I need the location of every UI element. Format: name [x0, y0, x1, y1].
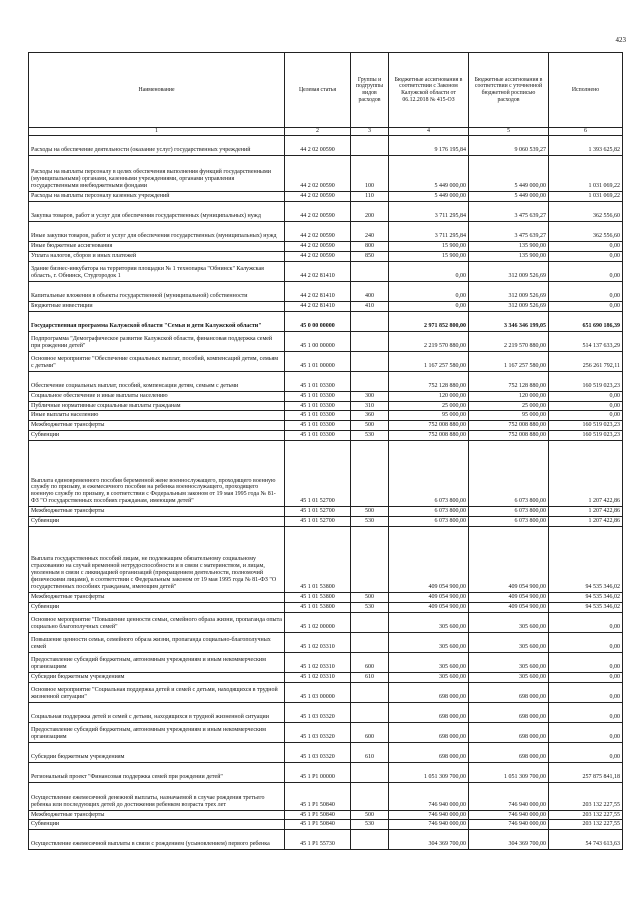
row-expense-group: 410 [351, 301, 389, 311]
row-name: Основное мероприятие "Обеспечение социальных выплат, пособий, компенсаций детям, семьям с детьми" [29, 351, 285, 371]
row-law-allocation: 698 000,00 [389, 702, 469, 722]
row-target-code: 45 1 02 03310 [285, 632, 351, 652]
row-target-code: 45 1 00 00000 [285, 331, 351, 351]
row-name: Государственная программа Калужской области "Семья и дети Калужской области" [29, 311, 285, 331]
row-law-allocation: 0,00 [389, 301, 469, 311]
table-row [29, 526, 623, 592]
row-law-allocation: 3 711 295,84 [389, 222, 469, 242]
row-refined-allocation: 752 128 880,00 [469, 371, 549, 391]
table-row [29, 507, 623, 517]
row-name: Закупка товаров, работ и услуг для обеспечения государственных (муниципальных) нужд [29, 202, 285, 222]
row-refined-allocation: 305 600,00 [469, 652, 549, 672]
row-executed: 0,00 [549, 632, 623, 652]
table-row [29, 156, 623, 192]
row-executed: 1 393 625,82 [549, 136, 623, 156]
row-expense-group [351, 331, 389, 351]
row-law-allocation: 305 600,00 [389, 672, 469, 682]
row-name: Подпрограмма "Демографическое развитие Калужской области, финансовая поддержка семей при рождении детей" [29, 331, 285, 351]
row-expense-group: 530 [351, 602, 389, 612]
row-law-allocation: 1 167 257 580,00 [389, 351, 469, 371]
row-law-allocation: 15 900,00 [389, 242, 469, 252]
row-name: Выплата единовременного пособия беременной жене военнослужащего, проходящего военную службу по призыву, и ежемесячного пособия на ребенка военнослужащего, проходящего военную службу по призыву, в соответствии с Федеральным законом от 19 мая 1995 года № 81-ФЗ "О государственных пособиях гражданам, имеющим детей" [29, 441, 285, 507]
row-executed: 94 535 346,02 [549, 526, 623, 592]
row-law-allocation: 5 449 000,00 [389, 192, 469, 202]
row-law-allocation: 305 600,00 [389, 612, 469, 632]
header-name: Наименование [29, 53, 285, 128]
header-executed: Исполнено [549, 53, 623, 128]
row-name: Иные бюджетные ассигнования [29, 242, 285, 252]
row-law-allocation: 6 073 800,00 [389, 507, 469, 517]
row-name: Субвенции [29, 602, 285, 612]
row-target-code: 45 1 01 53800 [285, 602, 351, 612]
table-body [29, 136, 623, 850]
row-executed: 0,00 [549, 702, 623, 722]
row-executed: 0,00 [549, 391, 623, 401]
row-refined-allocation: 752 008 880,00 [469, 421, 549, 431]
row-refined-allocation: 409 054 900,00 [469, 526, 549, 592]
row-target-code: 45 1 03 03320 [285, 702, 351, 722]
row-refined-allocation: 135 900,00 [469, 251, 549, 261]
row-name: Основное мероприятие "Повышение ценности семьи, семейного образа жизни, пропаганда опыта социально благополучных семей" [29, 612, 285, 632]
row-refined-allocation: 746 940 000,00 [469, 782, 549, 810]
row-target-code: 45 1 01 03300 [285, 401, 351, 411]
row-target-code: 45 1 01 03300 [285, 391, 351, 401]
row-expense-group: 100 [351, 156, 389, 192]
row-law-allocation: 9 176 195,84 [389, 136, 469, 156]
row-target-code: 45 1 01 53800 [285, 526, 351, 592]
table-row [29, 136, 623, 156]
row-expense-group: 110 [351, 192, 389, 202]
row-expense-group: 360 [351, 411, 389, 421]
table-row [29, 672, 623, 682]
row-name: Межбюджетные трансферты [29, 592, 285, 602]
row-target-code: 44 2 02 00590 [285, 156, 351, 192]
row-name: Капитальные вложения в объекты государственной (муниципальной) собственности [29, 281, 285, 301]
row-expense-group [351, 371, 389, 391]
row-expense-group: 530 [351, 431, 389, 441]
row-law-allocation: 752 128 880,00 [389, 371, 469, 391]
row-refined-allocation: 752 008 880,00 [469, 431, 549, 441]
row-executed: 0,00 [549, 672, 623, 682]
row-refined-allocation: 5 449 000,00 [469, 156, 549, 192]
row-expense-group: 610 [351, 742, 389, 762]
row-executed: 256 261 792,11 [549, 351, 623, 371]
row-executed: 0,00 [549, 682, 623, 702]
row-name: Осуществление ежемесячной выплаты в связи с рождением (усыновлением) первого ребенка [29, 830, 285, 850]
row-target-code: 44 2 02 81410 [285, 261, 351, 281]
table-row [29, 202, 623, 222]
row-refined-allocation: 409 054 900,00 [469, 602, 549, 612]
row-executed: 1 031 069,22 [549, 156, 623, 192]
row-refined-allocation: 1 051 309 700,00 [469, 762, 549, 782]
row-law-allocation: 698 000,00 [389, 682, 469, 702]
header-law-allocations: Бюджетные ассигнования в соответствии с Законом Калужской области от 06.12.2018 № 415-ОЗ [389, 53, 469, 128]
row-executed: 514 137 633,29 [549, 331, 623, 351]
row-refined-allocation: 95 000,00 [469, 411, 549, 421]
row-executed: 94 535 346,02 [549, 592, 623, 602]
row-refined-allocation: 698 000,00 [469, 742, 549, 762]
row-expense-group: 530 [351, 517, 389, 527]
row-executed: 651 690 186,39 [549, 311, 623, 331]
row-expense-group [351, 702, 389, 722]
column-number-row [29, 128, 623, 136]
row-target-code: 45 1 03 03320 [285, 722, 351, 742]
row-target-code: 44 2 02 00590 [285, 202, 351, 222]
row-refined-allocation: 305 600,00 [469, 632, 549, 652]
row-refined-allocation: 312 009 526,69 [469, 261, 549, 281]
row-executed: 0,00 [549, 401, 623, 411]
row-name: Иные закупки товаров, работ и услуг для обеспечения государственных (муниципальных) нужд [29, 222, 285, 242]
row-executed: 0,00 [549, 612, 623, 632]
row-name: Иные выплаты населению [29, 411, 285, 421]
row-name: Субвенции [29, 820, 285, 830]
row-refined-allocation: 2 219 570 880,00 [469, 331, 549, 351]
table-row [29, 782, 623, 810]
table-row [29, 592, 623, 602]
table-row [29, 431, 623, 441]
row-expense-group: 600 [351, 722, 389, 742]
row-law-allocation: 746 940 000,00 [389, 820, 469, 830]
column-number: 3 [351, 128, 389, 136]
row-expense-group [351, 682, 389, 702]
row-expense-group [351, 830, 389, 850]
row-expense-group [351, 526, 389, 592]
row-name: Обеспечение социальных выплат, пособий, компенсации детям, семьям с детьми [29, 371, 285, 391]
table-row [29, 820, 623, 830]
row-refined-allocation: 6 073 800,00 [469, 507, 549, 517]
row-executed: 203 132 227,55 [549, 810, 623, 820]
budget-table [28, 52, 623, 850]
row-refined-allocation: 6 073 800,00 [469, 517, 549, 527]
row-name: Социальное обеспечение и иные выплаты населению [29, 391, 285, 401]
row-expense-group [351, 612, 389, 632]
row-law-allocation: 305 600,00 [389, 652, 469, 672]
row-expense-group: 800 [351, 242, 389, 252]
table-row [29, 411, 623, 421]
column-number: 1 [29, 128, 285, 136]
row-refined-allocation: 698 000,00 [469, 682, 549, 702]
table-row [29, 351, 623, 371]
row-target-code: 45 1 01 52700 [285, 441, 351, 507]
row-refined-allocation: 305 600,00 [469, 672, 549, 682]
row-executed: 0,00 [549, 722, 623, 742]
row-target-code: 45 1 P1 50840 [285, 810, 351, 820]
row-executed: 1 031 069,22 [549, 192, 623, 202]
row-target-code: 45 1 01 03300 [285, 411, 351, 421]
row-target-code: 45 1 P1 50840 [285, 820, 351, 830]
row-name: Предоставление субсидий бюджетным, автономным учреждениям и иным некоммерческим организациям [29, 722, 285, 742]
table-row [29, 830, 623, 850]
row-law-allocation: 746 940 000,00 [389, 782, 469, 810]
row-target-code: 45 1 01 03300 [285, 371, 351, 391]
row-name: Региональный проект "Финансовая поддержка семей при рождении детей" [29, 762, 285, 782]
row-name: Предоставление субсидий бюджетным, автономным учреждениям и иным некоммерческим организациям [29, 652, 285, 672]
column-number: 2 [285, 128, 351, 136]
row-executed: 0,00 [549, 251, 623, 261]
row-executed: 0,00 [549, 742, 623, 762]
table-row [29, 612, 623, 632]
row-law-allocation: 95 000,00 [389, 411, 469, 421]
row-name: Субсидии бюджетным учреждениям [29, 742, 285, 762]
row-executed: 0,00 [549, 281, 623, 301]
row-refined-allocation: 746 940 000,00 [469, 810, 549, 820]
row-refined-allocation: 3 475 639,27 [469, 202, 549, 222]
row-executed: 0,00 [549, 261, 623, 281]
row-name: Межбюджетные трансферты [29, 507, 285, 517]
row-expense-group [351, 351, 389, 371]
table-row [29, 401, 623, 411]
row-target-code: 44 2 02 00590 [285, 192, 351, 202]
row-executed: 94 535 346,02 [549, 602, 623, 612]
row-target-code: 44 2 02 00590 [285, 251, 351, 261]
row-law-allocation: 305 600,00 [389, 632, 469, 652]
table-row [29, 517, 623, 527]
row-expense-group: 850 [351, 251, 389, 261]
row-target-code: 44 2 02 81410 [285, 281, 351, 301]
row-target-code: 45 1 P1 55730 [285, 830, 351, 850]
row-target-code: 45 1 02 03310 [285, 672, 351, 682]
row-expense-group: 500 [351, 810, 389, 820]
row-refined-allocation: 120 000,00 [469, 391, 549, 401]
row-target-code: 45 1 02 03310 [285, 652, 351, 672]
row-law-allocation: 0,00 [389, 261, 469, 281]
row-refined-allocation: 305 600,00 [469, 612, 549, 632]
row-law-allocation: 6 073 800,00 [389, 441, 469, 507]
table-row [29, 391, 623, 401]
row-executed: 257 875 841,18 [549, 762, 623, 782]
row-law-allocation: 6 073 800,00 [389, 517, 469, 527]
row-expense-group [351, 261, 389, 281]
row-law-allocation: 752 008 880,00 [389, 431, 469, 441]
row-expense-group: 500 [351, 421, 389, 431]
row-executed: 362 556,60 [549, 222, 623, 242]
column-number: 5 [469, 128, 549, 136]
row-target-code: 45 1 01 52700 [285, 517, 351, 527]
row-expense-group: 400 [351, 281, 389, 301]
row-name: Основное мероприятие "Социальная поддержка детей и семей с детьми, находящихся в трудной жизненной ситуации" [29, 682, 285, 702]
table-row [29, 742, 623, 762]
row-target-code: 44 2 02 00590 [285, 242, 351, 252]
row-refined-allocation: 746 940 000,00 [469, 820, 549, 830]
row-target-code: 45 1 01 52700 [285, 507, 351, 517]
row-expense-group [351, 632, 389, 652]
table-row [29, 371, 623, 391]
row-refined-allocation: 304 369 700,00 [469, 830, 549, 850]
table-row [29, 702, 623, 722]
row-law-allocation: 1 051 309 700,00 [389, 762, 469, 782]
row-executed: 203 132 227,55 [549, 782, 623, 810]
row-refined-allocation: 698 000,00 [469, 722, 549, 742]
page-number: 423 [615, 36, 626, 44]
row-name: Публичные нормативные социальные выплаты гражданам [29, 401, 285, 411]
table-row [29, 242, 623, 252]
row-name: Субвенции [29, 517, 285, 527]
row-executed: 1 207 422,86 [549, 441, 623, 507]
header-group: Группы и подгруппы видов расходов [351, 53, 389, 128]
row-expense-group: 530 [351, 820, 389, 830]
header-row [29, 53, 623, 128]
table-row [29, 281, 623, 301]
row-law-allocation: 752 008 880,00 [389, 421, 469, 431]
row-executed: 160 519 023,23 [549, 421, 623, 431]
row-name: Межбюджетные трансферты [29, 810, 285, 820]
row-expense-group: 200 [351, 202, 389, 222]
row-name: Социальная поддержка детей и семей с детьми, находящихся в трудной жизненной ситуации [29, 702, 285, 722]
row-target-code: 44 2 02 81410 [285, 301, 351, 311]
table-row [29, 222, 623, 242]
row-refined-allocation: 312 009 526,69 [469, 301, 549, 311]
row-law-allocation: 409 054 900,00 [389, 602, 469, 612]
row-target-code: 45 1 03 03320 [285, 742, 351, 762]
table-row [29, 652, 623, 672]
row-refined-allocation: 3 346 346 199,05 [469, 311, 549, 331]
row-target-code: 45 1 03 00000 [285, 682, 351, 702]
row-target-code: 45 0 00 00000 [285, 311, 351, 331]
table-row [29, 311, 623, 331]
row-law-allocation: 746 940 000,00 [389, 810, 469, 820]
row-refined-allocation: 409 054 900,00 [469, 592, 549, 602]
row-law-allocation: 698 000,00 [389, 722, 469, 742]
row-name: Расходы на выплаты персоналу казенных учреждений [29, 192, 285, 202]
row-name: Межбюджетные трансферты [29, 421, 285, 431]
row-refined-allocation: 5 449 000,00 [469, 192, 549, 202]
row-expense-group: 240 [351, 222, 389, 242]
table-row [29, 192, 623, 202]
row-name: Уплата налогов, сборов и иных платежей [29, 251, 285, 261]
row-refined-allocation: 9 060 539,27 [469, 136, 549, 156]
table-row [29, 602, 623, 612]
row-target-code: 45 1 02 00000 [285, 612, 351, 632]
table-row [29, 331, 623, 351]
row-expense-group: 500 [351, 592, 389, 602]
row-law-allocation: 2 971 852 800,00 [389, 311, 469, 331]
table-row [29, 441, 623, 507]
row-refined-allocation: 1 167 257 580,00 [469, 351, 549, 371]
row-law-allocation: 409 054 900,00 [389, 526, 469, 592]
row-law-allocation: 120 000,00 [389, 391, 469, 401]
row-name: Здание бизнес-инкубатора на территории площадки № 1 технопарка "Обнинск" Калужская область, г. Обнинск, Студгородок 1 [29, 261, 285, 281]
row-name: Субсидии бюджетным учреждениям [29, 672, 285, 682]
row-target-code: 45 1 01 03300 [285, 431, 351, 441]
row-law-allocation: 698 000,00 [389, 742, 469, 762]
column-number: 4 [389, 128, 469, 136]
row-name: Субвенции [29, 431, 285, 441]
row-law-allocation: 2 219 570 880,00 [389, 331, 469, 351]
row-executed: 0,00 [549, 242, 623, 252]
table-row [29, 810, 623, 820]
row-law-allocation: 3 711 295,84 [389, 202, 469, 222]
row-target-code: 45 1 P1 50840 [285, 782, 351, 810]
row-target-code: 45 1 P1 00000 [285, 762, 351, 782]
row-executed: 203 132 227,55 [549, 820, 623, 830]
column-number: 6 [549, 128, 623, 136]
row-expense-group [351, 782, 389, 810]
row-expense-group: 500 [351, 507, 389, 517]
row-refined-allocation: 3 475 639,27 [469, 222, 549, 242]
row-executed: 160 519 023,23 [549, 371, 623, 391]
row-target-code: 45 1 01 53800 [285, 592, 351, 602]
header-code: Целевая статья [285, 53, 351, 128]
row-name: Бюджетные инвестиции [29, 301, 285, 311]
table-row [29, 682, 623, 702]
row-name: Расходы на обеспечение деятельности (оказание услуг) государственных учреждений [29, 136, 285, 156]
row-executed: 0,00 [549, 301, 623, 311]
row-law-allocation: 25 000,00 [389, 401, 469, 411]
row-target-code: 45 1 01 00000 [285, 351, 351, 371]
row-target-code: 44 2 02 00590 [285, 136, 351, 156]
row-executed: 160 519 023,23 [549, 431, 623, 441]
row-expense-group [351, 136, 389, 156]
row-expense-group [351, 441, 389, 507]
row-expense-group: 300 [351, 391, 389, 401]
row-law-allocation: 15 900,00 [389, 251, 469, 261]
row-refined-allocation: 698 000,00 [469, 702, 549, 722]
table-row [29, 722, 623, 742]
table-row [29, 762, 623, 782]
table-row [29, 421, 623, 431]
table-row [29, 261, 623, 281]
row-law-allocation: 409 054 900,00 [389, 592, 469, 602]
row-expense-group: 600 [351, 652, 389, 672]
table-row [29, 632, 623, 652]
row-name: Выплата государственных пособий лицам, не подлежащим обязательному социальному страхованию на случай временной нетрудоспособности и в связи с материнством, и лицам, уволенным в связи с ликвидацией организаций (прекращением деятельности, полномочий физическими лицами), в соответствии с Федеральным законом от 19 мая 1995 года № 81-ФЗ "О государственных пособиях гражданам, имеющим детей" [29, 526, 285, 592]
row-refined-allocation: 6 073 800,00 [469, 441, 549, 507]
row-executed: 1 207 422,86 [549, 517, 623, 527]
table-row [29, 301, 623, 311]
row-executed: 1 207 422,86 [549, 507, 623, 517]
header-refined-allocations: Бюджетные ассигнования в соответствии с уточненной бюджетной росписью расходов [469, 53, 549, 128]
row-name: Осуществление ежемесячной денежной выплаты, назначаемой в случае рождения третьего ребенка или последующих детей до достижения ребенком возраста трех лет [29, 782, 285, 810]
row-executed: 0,00 [549, 652, 623, 672]
row-expense-group: 310 [351, 401, 389, 411]
row-executed: 362 556,60 [549, 202, 623, 222]
row-refined-allocation: 312 009 526,69 [469, 281, 549, 301]
row-name: Расходы на выплаты персоналу в целях обеспечения выполнения функций государственными (муниципальными) органами, казенными учреждениями, органами управления государственными внебюджетными фондами [29, 156, 285, 192]
row-expense-group: 610 [351, 672, 389, 682]
row-expense-group [351, 311, 389, 331]
row-target-code: 44 2 02 00590 [285, 222, 351, 242]
row-refined-allocation: 135 900,00 [469, 242, 549, 252]
row-executed: 54 743 613,63 [549, 830, 623, 850]
row-law-allocation: 5 449 000,00 [389, 156, 469, 192]
row-law-allocation: 0,00 [389, 281, 469, 301]
row-law-allocation: 304 369 700,00 [389, 830, 469, 850]
row-name: Повышение ценности семьи, семейного образа жизни, пропаганда социально-благополучных семей [29, 632, 285, 652]
table-row [29, 251, 623, 261]
row-refined-allocation: 25 000,00 [469, 401, 549, 411]
row-expense-group [351, 762, 389, 782]
row-executed: 0,00 [549, 411, 623, 421]
row-target-code: 45 1 01 03300 [285, 421, 351, 431]
